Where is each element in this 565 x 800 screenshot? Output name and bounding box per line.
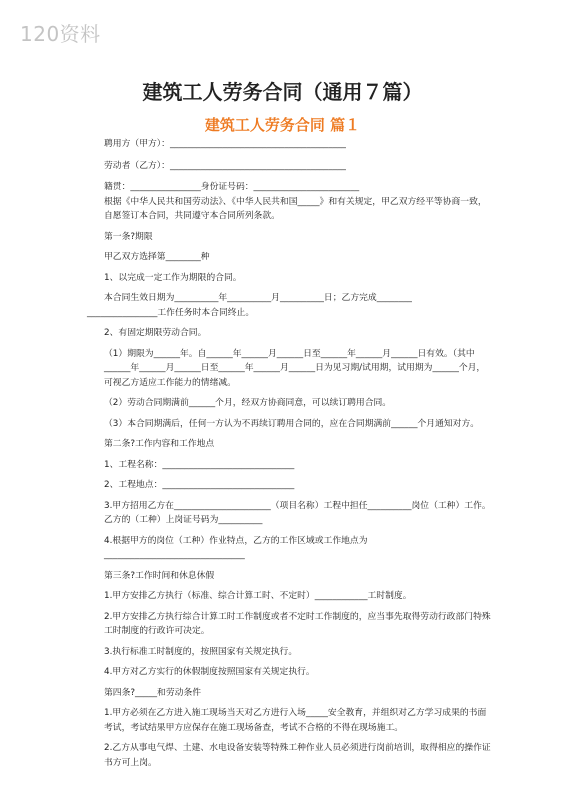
hours-clause-4: 4.甲方对乙方实行的休假制度按照国家有关规定执行。 bbox=[104, 667, 315, 677]
employee-line: 劳动者（乙方）：________________________________________ bbox=[104, 160, 346, 171]
employer-line: 聘用方（甲方）：________________________________________ bbox=[104, 139, 346, 149]
article-2-heading: 第二条?工作内容和工作地点 bbox=[104, 439, 215, 449]
document-subtitle: 建筑工人劳务合同 篇１ bbox=[204, 116, 361, 134]
article-4-heading: 第四条?_____和劳动条件 bbox=[104, 687, 202, 698]
term-option-2: 2、有固定期限劳动合同。 bbox=[104, 328, 207, 338]
position-clause: 3.甲方招用乙方在______________________（项目名称）工程中担任__________岗位（工种）工作。乙方的（工种）上岗证号码为__________ bbox=[104, 500, 491, 525]
project-location-line: 2、工程地点：______________________________ bbox=[104, 480, 295, 490]
project-name-line: 1、工程名称：______________________________ bbox=[104, 459, 295, 470]
article-1-heading: 第一条?期限 bbox=[104, 231, 153, 242]
watermark: 120资料 bbox=[20, 22, 101, 46]
term-option-1: 1、以完成一定工作为期限的合同。 bbox=[104, 272, 242, 283]
safety-clause-1: 1.甲方必须在乙方进入施工现场当天对乙方进行入场_____安全教育，并组织对乙方学习成果的书面考试，考试结果甲方应保存在施工现场备查，考试不合格的不得在现场施工。 bbox=[104, 708, 487, 733]
document-body bbox=[87, 137, 492, 770]
completion-line: ________________工作任务时本合同终止。 bbox=[87, 307, 255, 318]
hours-clause-2: 2.甲方安排乙方执行综合计算工时工作制度或者不定时工作制度的，应当事先取得劳动行政部门特殊工时制度的行政许可决定。 bbox=[104, 611, 491, 636]
safety-clause-2: 2.乙方从事电气焊、土建、水电设备安装等特殊工种作业人员必须进行岗前培训，取得相应的操作证书方可上岗。 bbox=[104, 743, 491, 768]
document-title: 建筑工人劳务合同（通用７篇） bbox=[142, 80, 423, 104]
effective-date-line: 本合同生效日期为__________年__________月__________日；乙方完成________ bbox=[104, 293, 412, 303]
fixed-term-clause-1: （1）期限为______年。自______年______月______日至______年______月______日有效。（其中______年______月______日至______年______月______日为见习期/试用期，试用期为______个月，可视乙方适应工作能力的情绪减。 bbox=[104, 348, 486, 388]
fixed-term-clause-2: （2）劳动合同期满前______个月，经双方协商同意，可以续订聘用合同。 bbox=[104, 398, 392, 408]
origin-id-line: 籍贯：________________身份证号码：________________________ bbox=[104, 182, 360, 192]
term-choice-line: 甲乙双方选择第________种 bbox=[104, 252, 210, 262]
hours-clause-1: 1.甲方安排乙方执行（标准、综合计算工时、不定时）____________工时制度。 bbox=[104, 591, 412, 601]
preamble: 根据《中华人民共和国劳动法》、《中华人民共和国_____》和有关规定，甲乙双方经平等协商一致，自愿签订本合同，共同遵守本合同所列条款。 bbox=[104, 196, 487, 221]
article-3-heading: 第三条?工作时间和休息休假 bbox=[104, 570, 215, 581]
work-area-clause: 4.根据甲方的岗位（工种）作业特点，乙方的工作区域或工作地点为________________________________ bbox=[104, 535, 368, 560]
hours-clause-3: 3.执行标准工时制度的，按照国家有关规定执行。 bbox=[104, 646, 298, 657]
fixed-term-clause-3: （3）本合同期满后，任何一方认为不再续订聘用合同的，应在合同期满前______个月通知对方。 bbox=[104, 418, 480, 429]
